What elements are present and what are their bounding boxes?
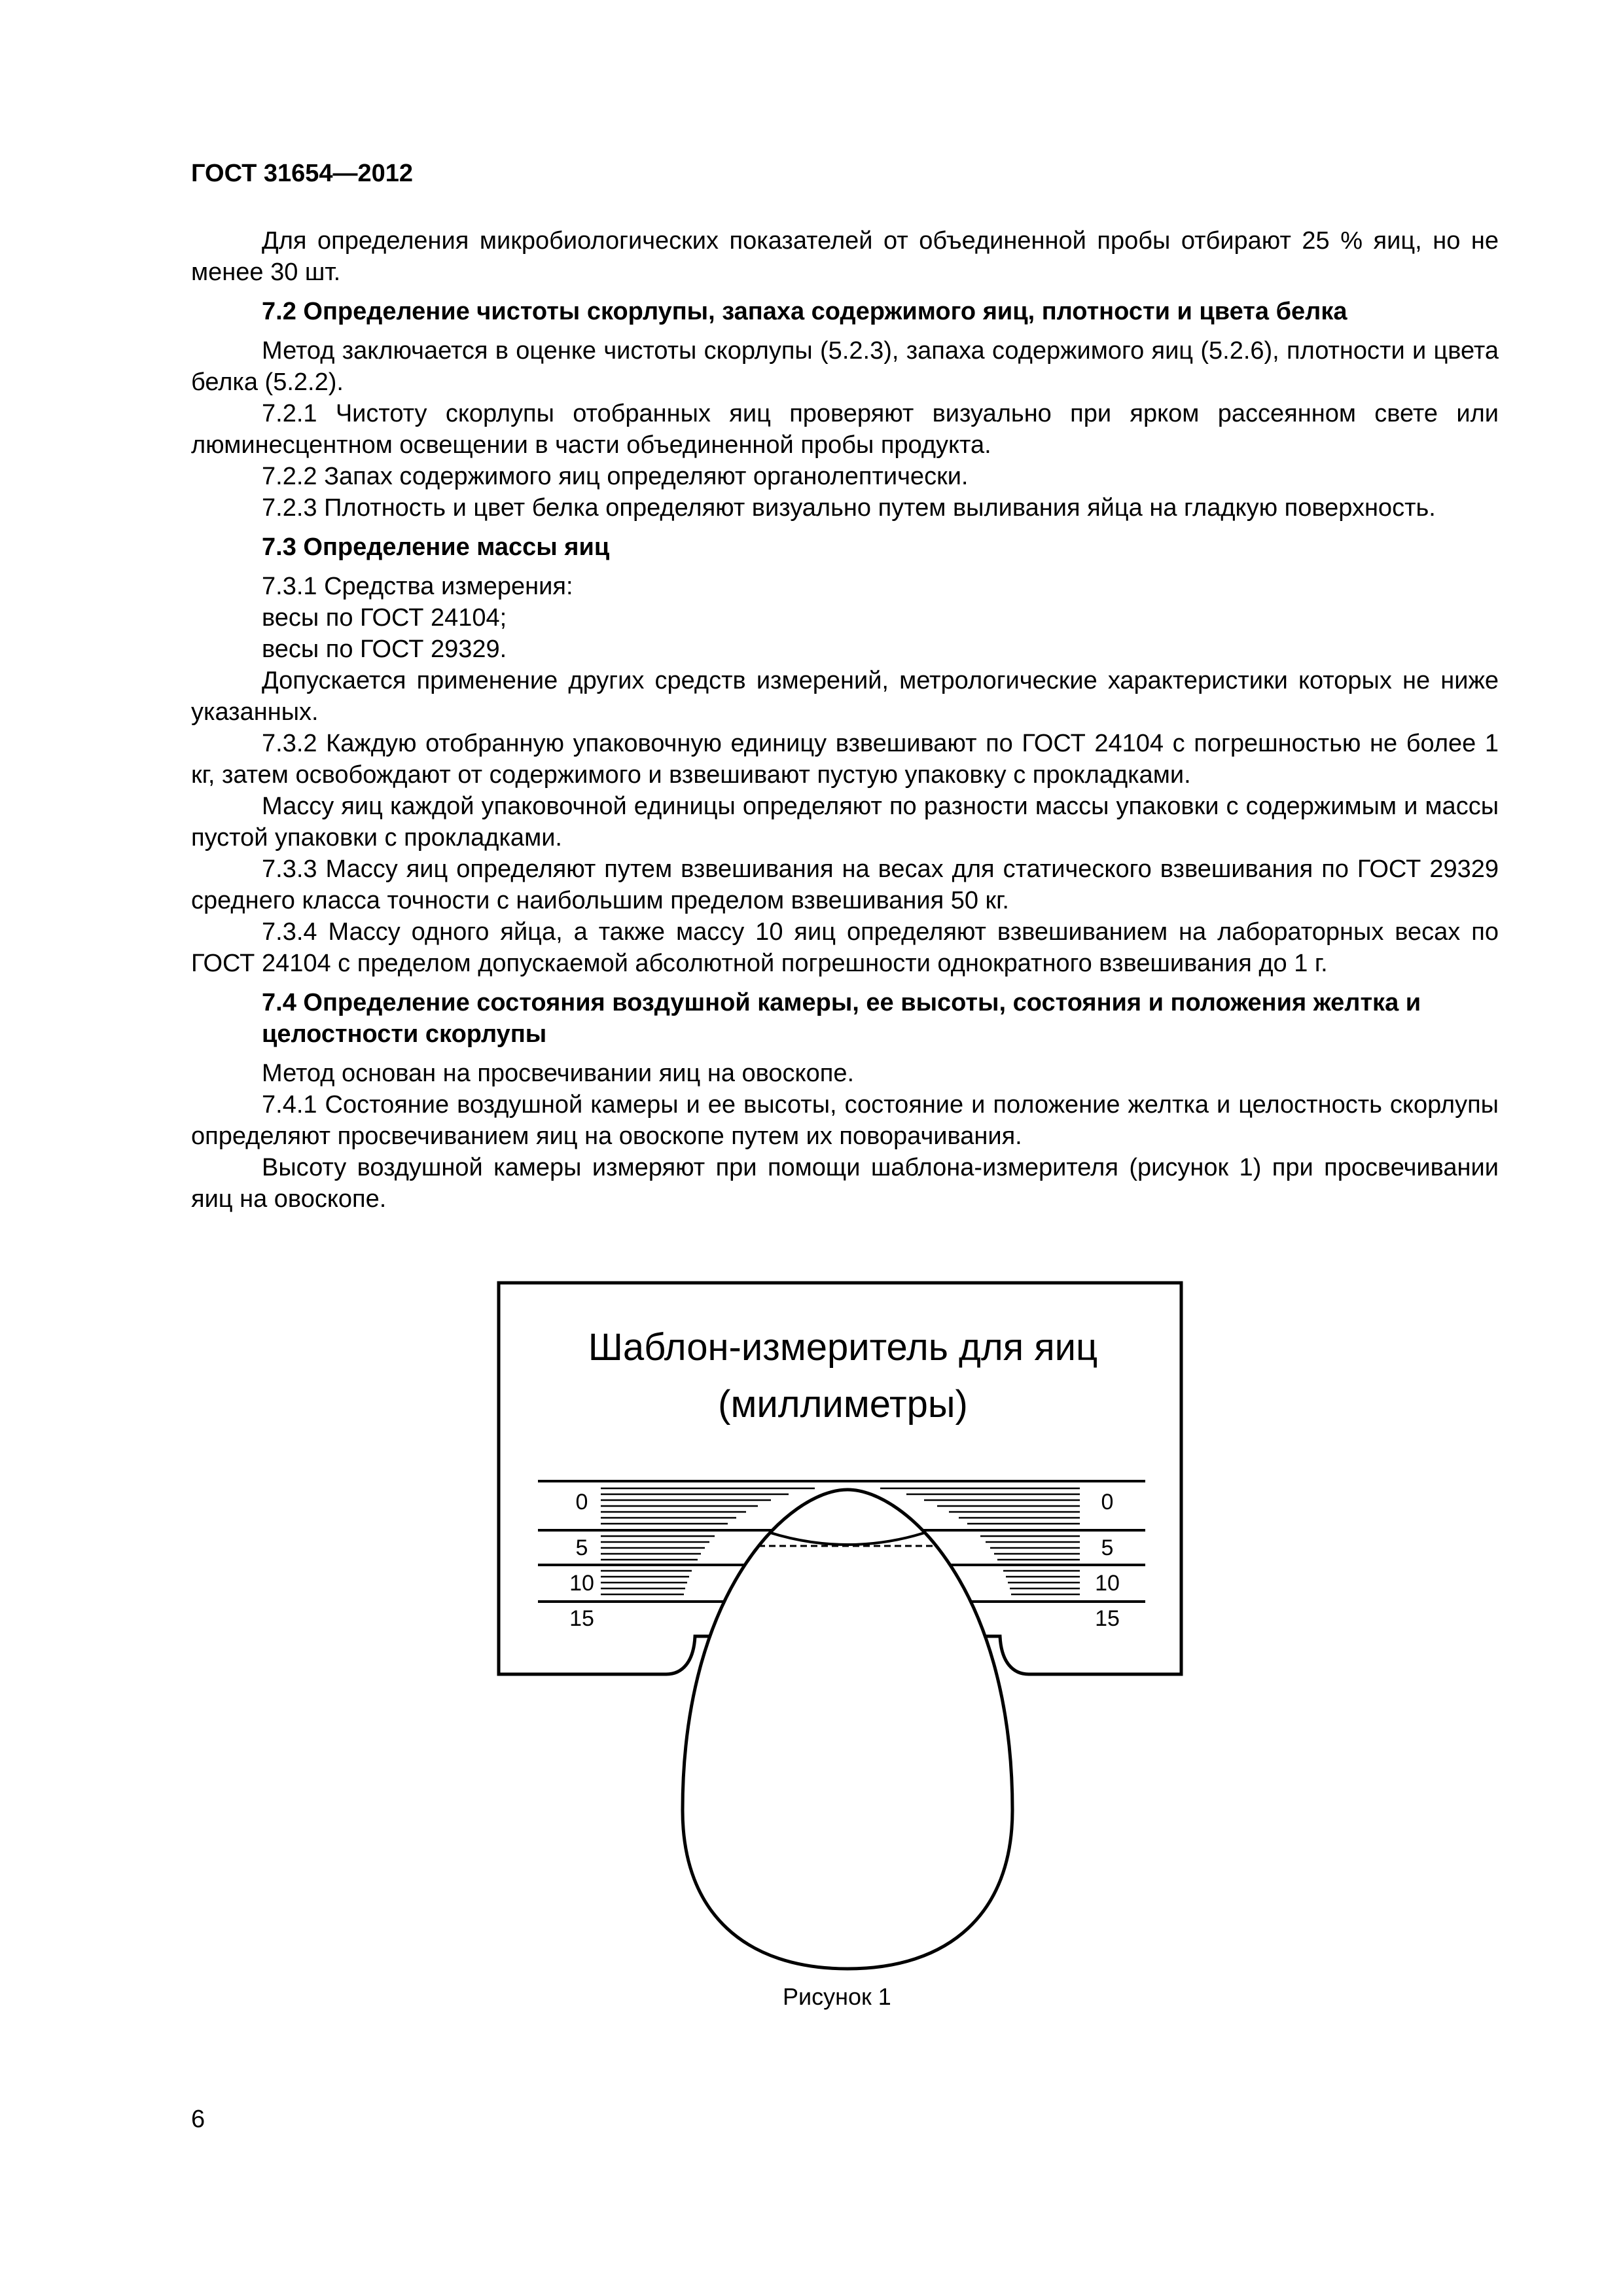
paragraph-7-3-3: 7.3.3 Массу яиц определяют путем взвешивания на весах для статического взвешивания по ГОСТ 29329 среднего класса точности с наибольшим пределом взвешивания 50 кг.: [191, 855, 1499, 914]
paragraph-7-3-2-mass: Массу яиц каждой упаковочной единицы определяют по разности массы упаковки с содержимым и массы пустой упаковки с прокладками.: [191, 793, 1499, 852]
paragraph-7-2-3: 7.2.3 Плотность и цвет белка определяют визуально путем выливания яйца на гладкую поверхность.: [262, 494, 1436, 522]
scale-label-left-10: 10: [569, 1571, 594, 1596]
scale-label-left-0: 0: [575, 1490, 588, 1515]
paragraph-7-4-1-height: Высоту воздушной камеры измеряют при помощи шаблона-измерителя (рисунок 1) при просвечивании яиц на овоскопе.: [191, 1154, 1499, 1213]
page-number: 6: [191, 2106, 205, 2133]
scale-label-left-5: 5: [575, 1535, 588, 1560]
scale-label-right-5: 5: [1101, 1535, 1114, 1560]
paragraph-7-3-1: 7.3.1 Средства измерения:: [262, 573, 573, 600]
paragraph-7-3-1-scales-b: весы по ГОСТ 29329.: [262, 636, 507, 663]
section-7-2-title: 7.2 Определение чистоты скорлупы, запаха содержимого яиц, плотности и цвета белка: [262, 298, 1347, 325]
paragraph-7-4-method: Метод основан на просвечивании яиц на овоскопе.: [262, 1060, 855, 1087]
paragraph-sampling: Для определения микробиологических показателей от объединенной пробы отбирают 25 % яиц, но не менее 30 шт.: [191, 227, 1499, 286]
paragraph-7-3-2: 7.3.2 Каждую отобранную упаковочную единицу взвешивают по ГОСТ 24104 с погрешностью не более 1 кг, затем освобождают от содержимого и взвешивают пустую упаковку с прокладками.: [191, 730, 1499, 789]
paragraph-7-3-1-allowed: Допускается применение других средств измерений, метрологические характеристики которых не ниже указанных.: [191, 667, 1499, 726]
document-header: ГОСТ 31654—2012: [191, 160, 414, 187]
scale-label-right-15: 15: [1095, 1606, 1120, 1631]
section-7-4-title: 7.4 Определение состояния воздушной камеры, ее высоты, состояния и положения желтка и целостности скорлупы: [262, 989, 1421, 1048]
paragraph-7-3-1-scales-a: весы по ГОСТ 24104;: [262, 604, 507, 632]
paragraph-7-2-1: 7.2.1 Чистоту скорлупы отобранных яиц проверяют визуально при ярком рассеянном свете или люминесцентном освещении в части объединенной пробы продукта.: [191, 400, 1499, 459]
figure-title-line1: Шаблон-измеритель для яиц: [588, 1326, 1098, 1369]
scale-label-right-10: 10: [1095, 1571, 1120, 1596]
paragraph-7-2-2: 7.2.2 Запах содержимого яиц определяют органолептически.: [262, 463, 969, 490]
paragraph-7-3-4: 7.3.4 Массу одного яйца, а также массу 10 яиц определяют взвешиванием на лабораторных весах по ГОСТ 24104 с пределом допускаемой абсолютной погрешности однократного взвешивания до 1 г.: [191, 918, 1499, 977]
paragraph-7-4-1: 7.4.1 Состояние воздушной камеры и ее высоты, состояние и положение желтка и целостность скорлупы определяют просвечиванием яиц на овоскопе путем их поворачивания.: [191, 1091, 1499, 1150]
scale-label-left-15: 15: [569, 1606, 594, 1631]
figure-caption: Рисунок 1: [783, 1983, 891, 2010]
section-7-3-title: 7.3 Определение массы яиц: [262, 533, 610, 561]
scale-label-right-0: 0: [1101, 1490, 1114, 1515]
figure-title-line2: (миллиметры): [718, 1383, 968, 1426]
paragraph-7-2-method: Метод заключается в оценке чистоты скорлупы (5.2.3), запаха содержимого яиц (5.2.6), плотности и цвета белка (5.2.2).: [191, 337, 1499, 396]
